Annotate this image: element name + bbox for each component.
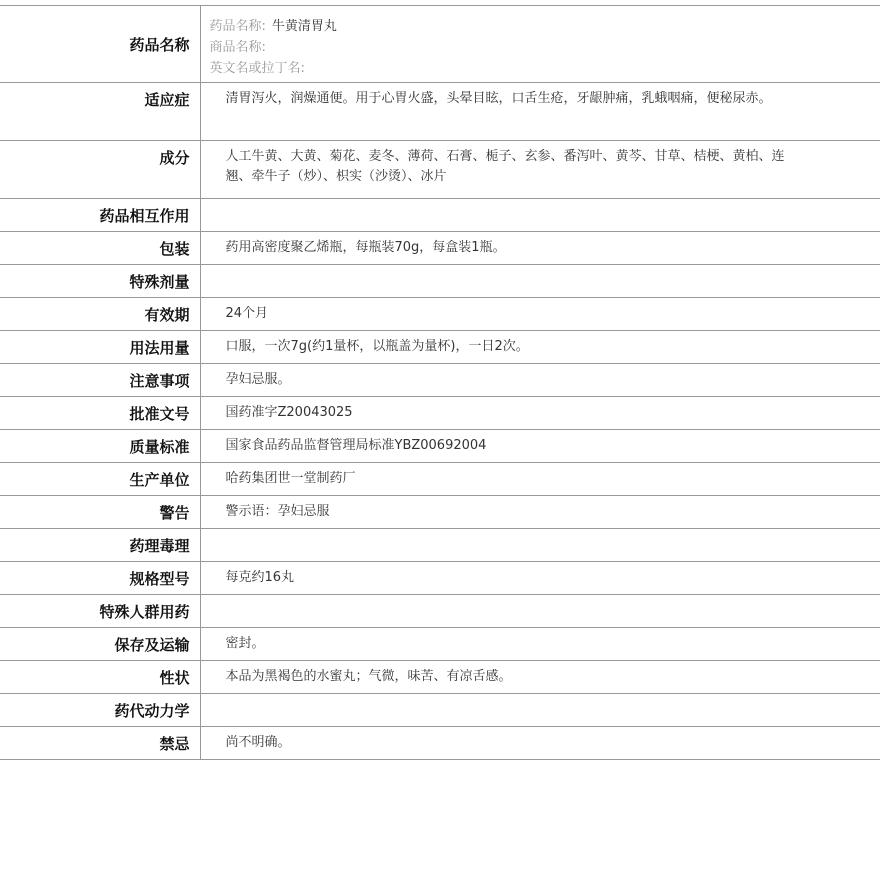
description-label: 性状	[0, 661, 200, 694]
approval-number-label: 批准文号	[0, 397, 200, 430]
specification-label: 规格型号	[0, 562, 200, 595]
manufacturer-value: 哈药集团世一堂制药厂	[200, 463, 880, 496]
specification-row	[0, 562, 880, 595]
warning-value: 警示语：孕妇忌服	[200, 496, 880, 529]
ingredients-value: 人工牛黄、大黄、菊花、麦冬、薄荷、石膏、栀子、玄参、番泻叶、黄芩、甘草、桔梗、黄柏、连翘、牵牛子（炒）、枳实（沙烫）、冰片	[200, 141, 880, 199]
special-population-row	[0, 595, 880, 628]
drug-name-row	[0, 6, 880, 83]
trade-name-line	[210, 37, 791, 58]
precautions-label: 注意事项	[0, 364, 200, 397]
special-population-value	[200, 595, 880, 628]
ingredients-label: 成分	[0, 141, 200, 199]
interactions-label: 药品相互作用	[0, 199, 200, 232]
packaging-row	[0, 232, 880, 265]
dosage-value: 口服，一次7g(约1量杯，以瓶盖为量杯)，一日2次。	[200, 331, 880, 364]
pharmacology-label: 药理毒理	[0, 529, 200, 562]
contraindications-row	[0, 727, 880, 760]
interactions-value	[200, 199, 880, 232]
pharmacokinetics-row	[0, 694, 880, 727]
precautions-value: 孕妇忌服。	[200, 364, 880, 397]
interactions-row	[0, 199, 880, 232]
pharmacokinetics-label: 药代动力学	[0, 694, 200, 727]
generic-name-value: 牛黄清胃丸	[271, 19, 337, 34]
quality-standard-label: 质量标准	[0, 430, 200, 463]
special-dosage-value	[200, 265, 880, 298]
specification-value: 每克约16丸	[200, 562, 880, 595]
pharmacokinetics-value	[200, 694, 880, 727]
special-population-label: 特殊人群用药	[0, 595, 200, 628]
indications-value: 清胃泻火，润燥通便。用于心胃火盛，头晕目眩，口舌生疮，牙龈肿痛，乳蛾咽痛，便秘尿赤。	[200, 83, 880, 141]
manufacturer-label: 生产单位	[0, 463, 200, 496]
ingredients-row	[0, 141, 880, 199]
generic-name-key: 药品名称:	[209, 19, 266, 34]
drug-info-table	[0, 5, 880, 760]
quality-standard-value: 国家食品药品监督管理局标准YBZ00692004	[200, 430, 880, 463]
warning-row	[0, 496, 880, 529]
storage-value: 密封。	[200, 628, 880, 661]
approval-number-value: 国药准字Z20043025	[200, 397, 880, 430]
contraindications-value: 尚不明确。	[200, 727, 880, 760]
precautions-row	[0, 364, 880, 397]
shelf-life-row	[0, 298, 880, 331]
special-dosage-row	[0, 265, 880, 298]
indications-row	[0, 83, 880, 141]
storage-row	[0, 628, 880, 661]
pharmacology-value	[200, 529, 880, 562]
approval-number-row	[0, 397, 880, 430]
dosage-label: 用法用量	[0, 331, 200, 364]
english-name-line	[210, 58, 791, 79]
generic-name-line	[210, 16, 791, 37]
storage-label: 保存及运输	[0, 628, 200, 661]
english-name-key: 英文名或拉丁名:	[209, 61, 305, 76]
packaging-label: 包装	[0, 232, 200, 265]
description-value: 本品为黑褐色的水蜜丸；气微，味苦、有凉舌感。	[200, 661, 880, 694]
drug-name-label: 药品名称	[0, 6, 200, 83]
quality-standard-row	[0, 430, 880, 463]
dosage-row	[0, 331, 880, 364]
drug-name-details	[200, 6, 880, 83]
description-row	[0, 661, 880, 694]
indications-label: 适应症	[0, 83, 200, 141]
pharmacology-row	[0, 529, 880, 562]
trade-name-key: 商品名称:	[209, 40, 266, 55]
contraindications-label: 禁忌	[0, 727, 200, 760]
warning-label: 警告	[0, 496, 200, 529]
special-dosage-label: 特殊剂量	[0, 265, 200, 298]
manufacturer-row	[0, 463, 880, 496]
packaging-value: 药用高密度聚乙烯瓶，每瓶装70g，每盒装1瓶。	[200, 232, 880, 265]
shelf-life-value: 24个月	[200, 298, 880, 331]
shelf-life-label: 有效期	[0, 298, 200, 331]
